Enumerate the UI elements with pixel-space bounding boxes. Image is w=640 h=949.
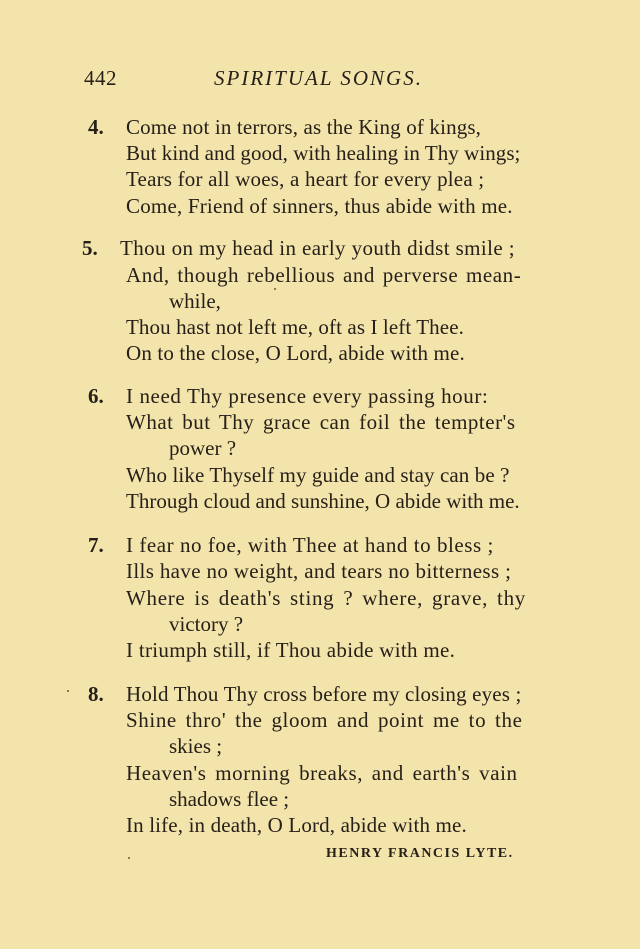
verse-number: 7.: [88, 533, 104, 557]
verse-line: Shine thro' the gloom and point me to the: [126, 708, 523, 732]
verse-line: power ?: [169, 436, 237, 460]
verse-line: On to the close, O Lord, abide with me.: [126, 341, 465, 365]
verse-line: Tears for all woes, a heart for every plea ;: [126, 167, 485, 191]
verse-line: I triumph still, if Thou abide with me.: [126, 638, 456, 662]
verse-number: 5.: [82, 236, 98, 260]
verse-line: while,: [169, 289, 221, 313]
verse-line: I need Thy presence every passing hour:: [126, 384, 489, 408]
verse-line: Come, Friend of sinners, thus abide with me.: [126, 194, 513, 218]
verse-line: Ills have no weight, and tears no bitterness ;: [126, 559, 512, 583]
verse-number: 4.: [88, 115, 104, 139]
print-speck: [67, 690, 69, 692]
verse-line: Hold Thou Thy cross before my closing eyes ;: [126, 682, 522, 706]
author-attribution: HENRY FRANCIS LYTE.: [326, 846, 514, 861]
verse-line: Come not in terrors, as the King of kings,: [126, 115, 482, 139]
verse-line: I fear no foe, with Thee at hand to bless ;: [126, 533, 494, 557]
page-header: [84, 66, 564, 96]
verse-line: skies ;: [169, 734, 223, 758]
verse-number: 8.: [88, 682, 104, 706]
page-number: 442: [84, 66, 117, 90]
verse-line: shadows flee ;: [169, 787, 290, 811]
verse-line: victory ?: [169, 612, 244, 636]
verse-line: Through cloud and sunshine, O abide with me.: [126, 489, 520, 513]
verse-line: Where is death's sting ? where, grave, thy: [126, 586, 526, 610]
verse-line: What but Thy grace can foil the tempter's: [126, 410, 516, 434]
verse-line: Thou on my head in early youth didst smile ;: [120, 236, 515, 260]
verse-line: But kind and good, with healing in Thy wings;: [126, 141, 521, 165]
running-title: SPIRITUAL SONGS.: [214, 66, 423, 90]
verse-line: Heaven's morning breaks, and earth's vain: [126, 761, 518, 785]
verse-line: In life, in death, O Lord, abide with me.: [126, 813, 467, 837]
verse-line: Who like Thyself my guide and stay can be ?: [126, 463, 510, 487]
verse-line: Thou hast not left me, oft as I left Thee.: [126, 315, 464, 339]
print-speck: [274, 288, 276, 290]
print-speck: [128, 857, 130, 859]
verse-number: 6.: [88, 384, 104, 408]
verse-line: And, though rebellious and perverse mean-: [126, 263, 522, 287]
